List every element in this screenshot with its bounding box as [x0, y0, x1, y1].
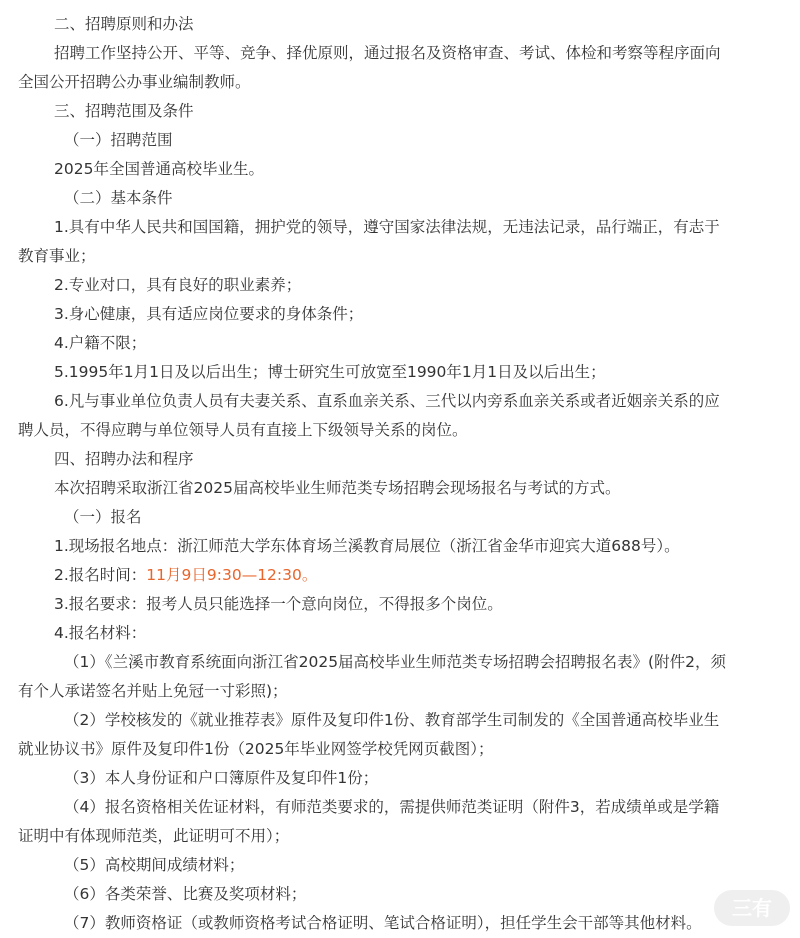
section-heading-3: 三、招聘范围及条件 [54, 102, 194, 120]
section-heading-4: 四、招聘办法和程序 [54, 450, 194, 468]
material-item: （3）本人身份证和户口簿原件及复印件1份； [64, 769, 379, 787]
list-item-label: 2.报名时间： [54, 566, 147, 584]
paragraph-line: 全国公开招聘公办事业编制教师。 [18, 73, 251, 91]
paragraph-line: 2025年全国普通高校毕业生。 [54, 160, 264, 178]
material-item-continuation: 有个人承诺签名并贴上免冠一寸彩照)； [18, 682, 288, 700]
material-item: （1）《兰溪市教育系统面向浙江省2025届高校毕业生师范类专场招聘会招聘报名表》(附件2，须 [64, 653, 726, 671]
list-item-continuation: 聘人员，不得应聘与单位领导人员有直接上下级领导关系的岗位。 [18, 421, 468, 439]
subsection-heading: （二）基本条件 [64, 189, 173, 207]
material-item: （6）各类荣誉、比赛及奖项材料； [64, 885, 307, 903]
list-item: 6.凡与事业单位负责人员有夫妻关系、直系血亲关系、三代以内旁系血亲关系或者近姻亲关系的应 [54, 392, 720, 410]
material-item-continuation: 证明中有体现师范类，此证明可不用）； [18, 827, 290, 845]
material-item-continuation: 就业协议书》原件及复印件1份（2025年毕业网签学校凭网页截图）； [18, 740, 494, 758]
highlighted-time: 11月9日9:30—12:30。 [146, 566, 318, 584]
subsection-heading: （一）报名 [64, 508, 142, 526]
list-item-continuation: 教育事业； [18, 247, 96, 265]
list-item: 1.现场报名地点：浙江师范大学东体育场兰溪教育局展位（浙江省金华市迎宾大道688号）。 [54, 537, 680, 555]
list-item: 2.专业对口，具有良好的职业素养； [54, 276, 302, 294]
list-item: 1.具有中华人民共和国国籍，拥护党的领导，遵守国家法律法规，无违法记录，品行端正，有志于 [54, 218, 720, 236]
material-item: （2）学校核发的《就业推荐表》原件及复印件1份、教育部学生司制发的《全国普通高校毕业生 [64, 711, 720, 729]
material-item: （5）高校期间成绩材料； [64, 856, 245, 874]
paragraph-line: 招聘工作坚持公开、平等、竞争、择优原则，通过报名及资格审查、考试、体检和考察等程序面向 [54, 44, 721, 62]
list-item: 3.身心健康，具有适应岗位要求的身体条件； [54, 305, 364, 323]
list-item: 5.1995年1月1日及以后出生；博士研究生可放宽至1990年1月1日及以后出生； [54, 363, 606, 381]
watermark-logo: 三有 [714, 890, 790, 926]
list-item [18, 561, 782, 590]
material-item: （7）教师资格证（或教师资格考试合格证明、笔试合格证明），担任学生会干部等其他材料。 [64, 914, 702, 932]
material-item: （4）报名资格相关佐证材料，有师范类要求的，需提供师范类证明（附件3，若成绩单或是学籍 [64, 798, 720, 816]
list-item: 3.报名要求：报考人员只能选择一个意向岗位，不得报多个岗位。 [54, 595, 503, 613]
section-heading-2: 二、招聘原则和办法 [54, 15, 194, 33]
list-item: 4.户籍不限； [54, 334, 147, 352]
subsection-heading: （一）招聘范围 [64, 131, 173, 149]
list-item: 4.报名材料： [54, 624, 147, 642]
paragraph-line: 本次招聘采取浙江省2025届高校毕业生师范类专场招聘会现场报名与考试的方式。 [54, 479, 621, 497]
